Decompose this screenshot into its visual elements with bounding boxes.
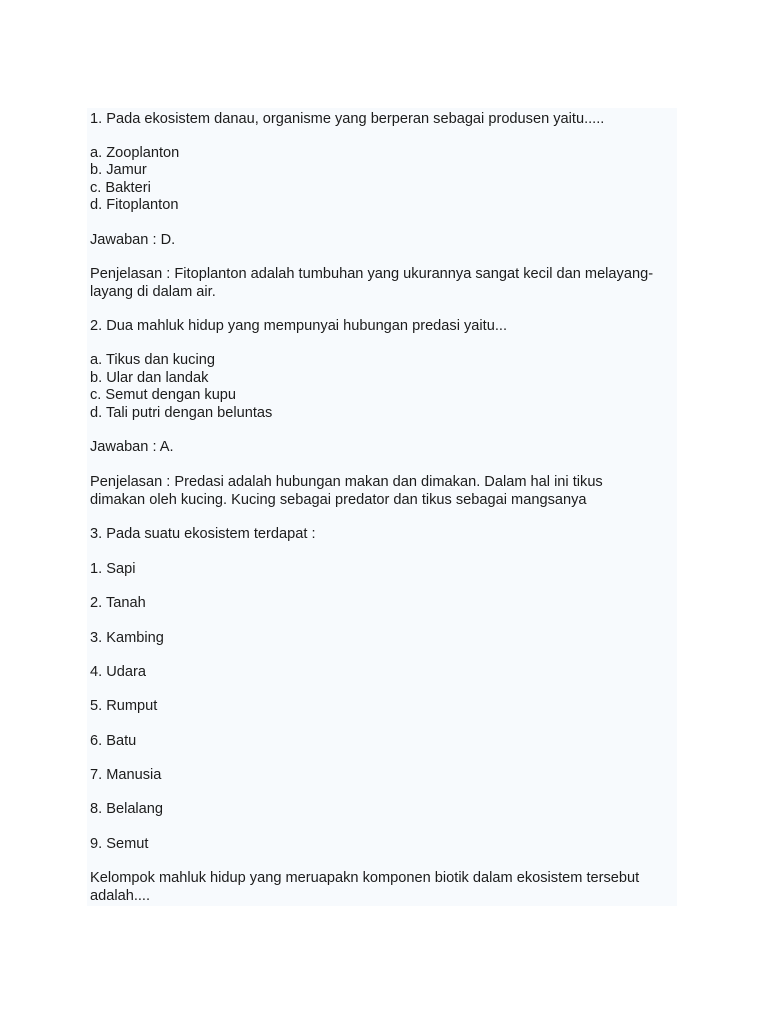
q1-option-c: c. Bakteri <box>90 180 151 196</box>
q1-option-a: a. Zooplanton <box>90 145 180 161</box>
q3-item-3: 3. Kambing <box>90 630 164 646</box>
q1-explanation-line-2: layang di dalam air. <box>90 284 216 300</box>
q2-option-a: a. Tikus dan kucing <box>90 352 215 368</box>
q3-item-9: 9. Semut <box>90 836 149 852</box>
q3-prompt-line-2: adalah.... <box>90 888 151 904</box>
q3-item-6: 6. Batu <box>90 733 137 749</box>
q2-explanation-line-1: Penjelasan : Predasi adalah hubungan makan dan dimakan. Dalam hal ini tikus <box>90 474 603 490</box>
q3-item-8: 8. Belalang <box>90 801 164 817</box>
q3-item-2: 2. Tanah <box>90 595 146 611</box>
q3-item-7: 7. Manusia <box>90 767 162 783</box>
q2-answer: Jawaban : A. <box>90 439 174 455</box>
q3-item-1: 1. Sapi <box>90 561 136 577</box>
q1-option-b: b. Jamur <box>90 162 147 178</box>
q2-option-b: b. Ular dan landak <box>90 370 209 386</box>
q2-option-c: c. Semut dengan kupu <box>90 387 237 403</box>
q2-explanation-line-2: dimakan oleh kucing. Kucing sebagai predator dan tikus sebagai mangsanya <box>90 492 587 508</box>
question-2: 2. Dua mahluk hidup yang mempunyai hubungan predasi yaitu... <box>90 318 507 334</box>
question-3: 3. Pada suatu ekosistem terdapat : <box>90 526 316 542</box>
q1-option-d: d. Fitoplanton <box>90 197 179 213</box>
q1-answer: Jawaban : D. <box>90 232 176 248</box>
question-1: 1. Pada ekosistem danau, organisme yang berperan sebagai produsen yaitu..... <box>90 111 605 127</box>
q1-explanation-line-1: Penjelasan : Fitoplanton adalah tumbuhan yang ukurannya sangat kecil dan melayang- <box>90 266 654 282</box>
q3-item-4: 4. Udara <box>90 664 146 680</box>
q3-item-5: 5. Rumput <box>90 698 158 714</box>
q2-option-d: d. Tali putri dengan beluntas <box>90 405 273 421</box>
q3-prompt-line-1: Kelompok mahluk hidup yang meruapakn komponen biotik dalam ekosistem tersebut <box>90 870 640 886</box>
